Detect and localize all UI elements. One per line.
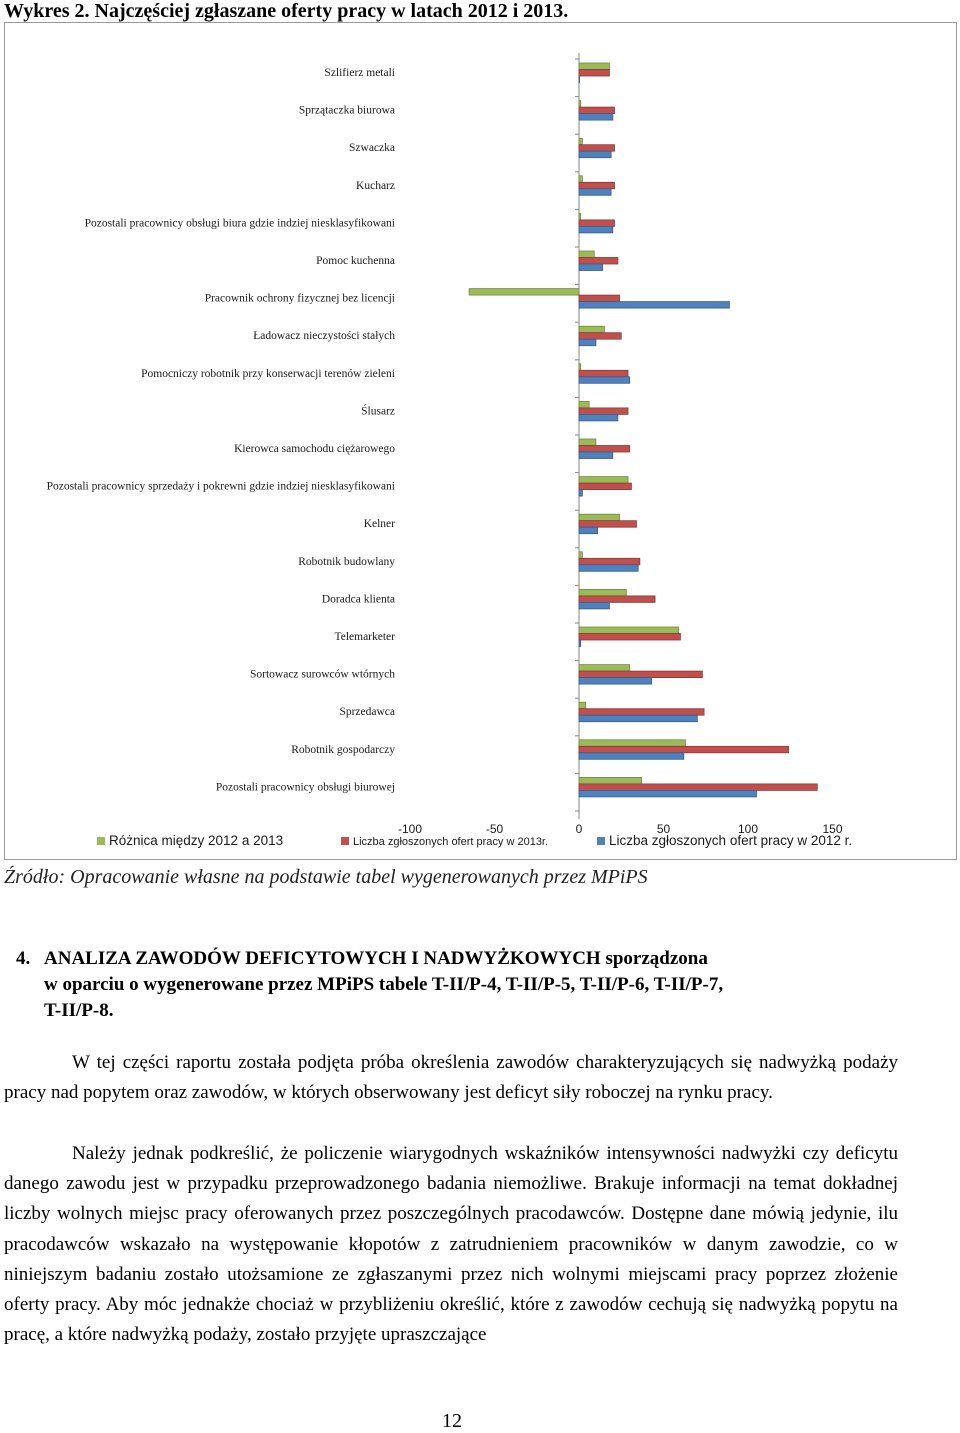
paragraph-2: Należy jednak podkreślić, że policzenie wiarygodnych wskaźników intensywności nadwyżki czy deficytu danego zawodu jest w przypadku przeprowadzonego badania niemożliwe. Brakuje informacji na temat dokładnej liczby wolnych miejsc pracy oferowanych przez poszczególnych pracodawców. Dostępne dane mówią jedynie, ilu pracodawców wskazało na występowanie kłopotów z zatrudnieniem pracowników w danym zawodzie, co w niniejszym badaniu zostało utożsamione ze zgłaszanymi przez nich wolnymi miejscami pracy poprzez złożenie oferty pracy. Aby móc jednakże chociaż w przybliżeniu określić, które z zawodów cechują się nadwyżką popytu na pracę, a które nadwyżką podaży, zostało przyjęte upraszczające (4, 1143, 898, 1346)
bar-2 (579, 76, 580, 83)
category-label: Pracownik ochrony fizycznej bez licencji (204, 292, 395, 305)
legend-label-1: Liczba zgłoszonych ofert pracy w 2013r. (353, 836, 549, 848)
bar-2 (579, 414, 618, 421)
bar-1 (579, 446, 630, 453)
bar-2 (579, 602, 609, 609)
bar-2 (579, 264, 603, 271)
category-label: Szwaczka (349, 142, 395, 155)
bar-0 (579, 101, 581, 108)
bar-1 (579, 596, 655, 603)
bar-2 (579, 527, 598, 534)
bar-2 (579, 490, 582, 497)
category-label: Sprzątaczka biurowa (298, 104, 395, 117)
category-label: Pozostali pracownicy sprzedaży i pokrewni gdzie indziej niesklasyfikowani (46, 480, 395, 493)
paragraph-1: W tej części raportu została podjęta próba określenia zawodów charakteryzujących się nadwyżką podaży pracy nad popytem oraz zawodów, w których obserwowany jest deficyt siły roboczej na rynku pracy. (4, 1052, 898, 1104)
bar-0 (579, 552, 582, 559)
bar-chart (5, 23, 956, 859)
category-label: Szlifierz metali (324, 67, 395, 79)
bar-2 (579, 715, 697, 722)
bar-1 (579, 408, 628, 415)
bar-2 (579, 226, 613, 233)
bar-0 (579, 777, 642, 784)
bar-0 (579, 138, 582, 145)
bar-1 (579, 558, 640, 565)
bar-2 (579, 678, 652, 685)
category-label: Ładowacz nieczystości stałych (253, 330, 395, 343)
bar-0 (579, 627, 679, 634)
category-label: Sortowacz surowców wtórnych (250, 668, 395, 681)
bar-1 (579, 671, 702, 678)
page-number: 12 (442, 1410, 462, 1432)
bar-1 (579, 521, 636, 528)
legend-label-0: Różnica między 2012 a 2013 (109, 833, 284, 848)
bar-2 (579, 377, 630, 384)
bar-1 (579, 483, 631, 490)
bar-0 (579, 477, 628, 484)
section-heading (16, 946, 916, 1024)
section-number: 4. (16, 948, 31, 969)
x-tick-label: -50 (485, 822, 504, 836)
category-label: Robotnik budowlany (298, 555, 395, 568)
bar-2 (579, 339, 596, 346)
category-label: Pomoc kuchenna (316, 255, 395, 267)
bar-1 (579, 182, 614, 189)
bar-2 (579, 151, 611, 158)
bar-0 (579, 514, 620, 521)
category-label: Sprzedawca (339, 706, 395, 719)
category-label: Telemarketer (334, 631, 395, 643)
section-title-line3: T-II/P-8. (44, 1000, 114, 1021)
chart-frame (4, 22, 957, 860)
bar-1 (579, 70, 609, 77)
x-tick-label: 150 (822, 822, 843, 836)
bar-2 (579, 640, 581, 647)
category-label: Pozostali pracownicy obsługi biura gdzie indziej niesklasyfikowani (84, 217, 395, 230)
legend-swatch-2 (597, 837, 605, 845)
legend-swatch-0 (97, 837, 105, 845)
bar-1 (579, 784, 817, 791)
x-tick-label: 50 (656, 822, 671, 836)
bar-0 (579, 326, 604, 333)
bar-1 (579, 333, 621, 340)
bar-0 (579, 439, 596, 446)
bar-1 (579, 220, 614, 227)
category-label: Kierowca samochodu ciężarowego (234, 443, 395, 455)
section-title-line2: w oparciu o wygenerowane przez MPiPS tabele T-II/P-4, T-II/P-5, T-II/P-6, T-II/P-7, (44, 974, 724, 995)
bar-1 (579, 746, 789, 753)
bar-0 (579, 740, 685, 747)
category-label: Kucharz (356, 179, 395, 192)
bar-0 (579, 176, 582, 183)
bar-0 (579, 213, 581, 220)
bar-2 (579, 753, 684, 760)
bar-1 (579, 145, 614, 152)
category-label: Ślusarz (361, 405, 395, 418)
bar-1 (579, 634, 680, 641)
bar-1 (579, 107, 614, 114)
bar-0 (579, 401, 589, 408)
bar-0 (579, 589, 626, 596)
legend-label-2: Liczba zgłoszonych ofert pracy w 2012 r. (609, 833, 853, 848)
category-label: Doradca klienta (321, 593, 395, 606)
bar-2 (579, 452, 613, 459)
bar-0 (469, 289, 579, 296)
bar-0 (579, 665, 630, 672)
bar-2 (579, 302, 729, 309)
bar-1 (579, 295, 620, 302)
category-label: Robotnik gospodarczy (291, 743, 395, 756)
bar-0 (579, 364, 581, 371)
bar-2 (579, 189, 611, 196)
bar-2 (579, 565, 638, 572)
section-title-line1: ANALIZA ZAWODÓW DEFICYTOWYCH I NADWYŻKOWYCH sporządzona (44, 948, 708, 969)
bar-1 (579, 370, 628, 377)
bar-0 (579, 702, 586, 709)
figure-caption: Wykres 2. Najczęściej zgłaszane oferty pracy w latach 2012 i 2013. (4, 0, 569, 22)
bar-1 (579, 258, 618, 265)
bar-0 (579, 251, 594, 258)
x-tick-label: -100 (397, 822, 423, 836)
x-tick-label: 0 (575, 822, 583, 836)
source-note: Źródło: Opracowanie własne na podstawie tabel wygenerowanych przez MPiPS (4, 866, 648, 888)
bar-2 (579, 790, 756, 797)
legend-swatch-1 (341, 837, 349, 845)
bar-1 (579, 709, 704, 716)
category-label: Pomocniczy robotnik przy konserwacji terenów zieleni (141, 367, 395, 380)
x-tick-label: 100 (737, 822, 759, 836)
category-label: Pozostali pracownicy obsługi biurowej (215, 781, 395, 794)
category-label: Kelner (363, 518, 395, 531)
bar-2 (579, 114, 613, 121)
bar-0 (579, 63, 609, 70)
